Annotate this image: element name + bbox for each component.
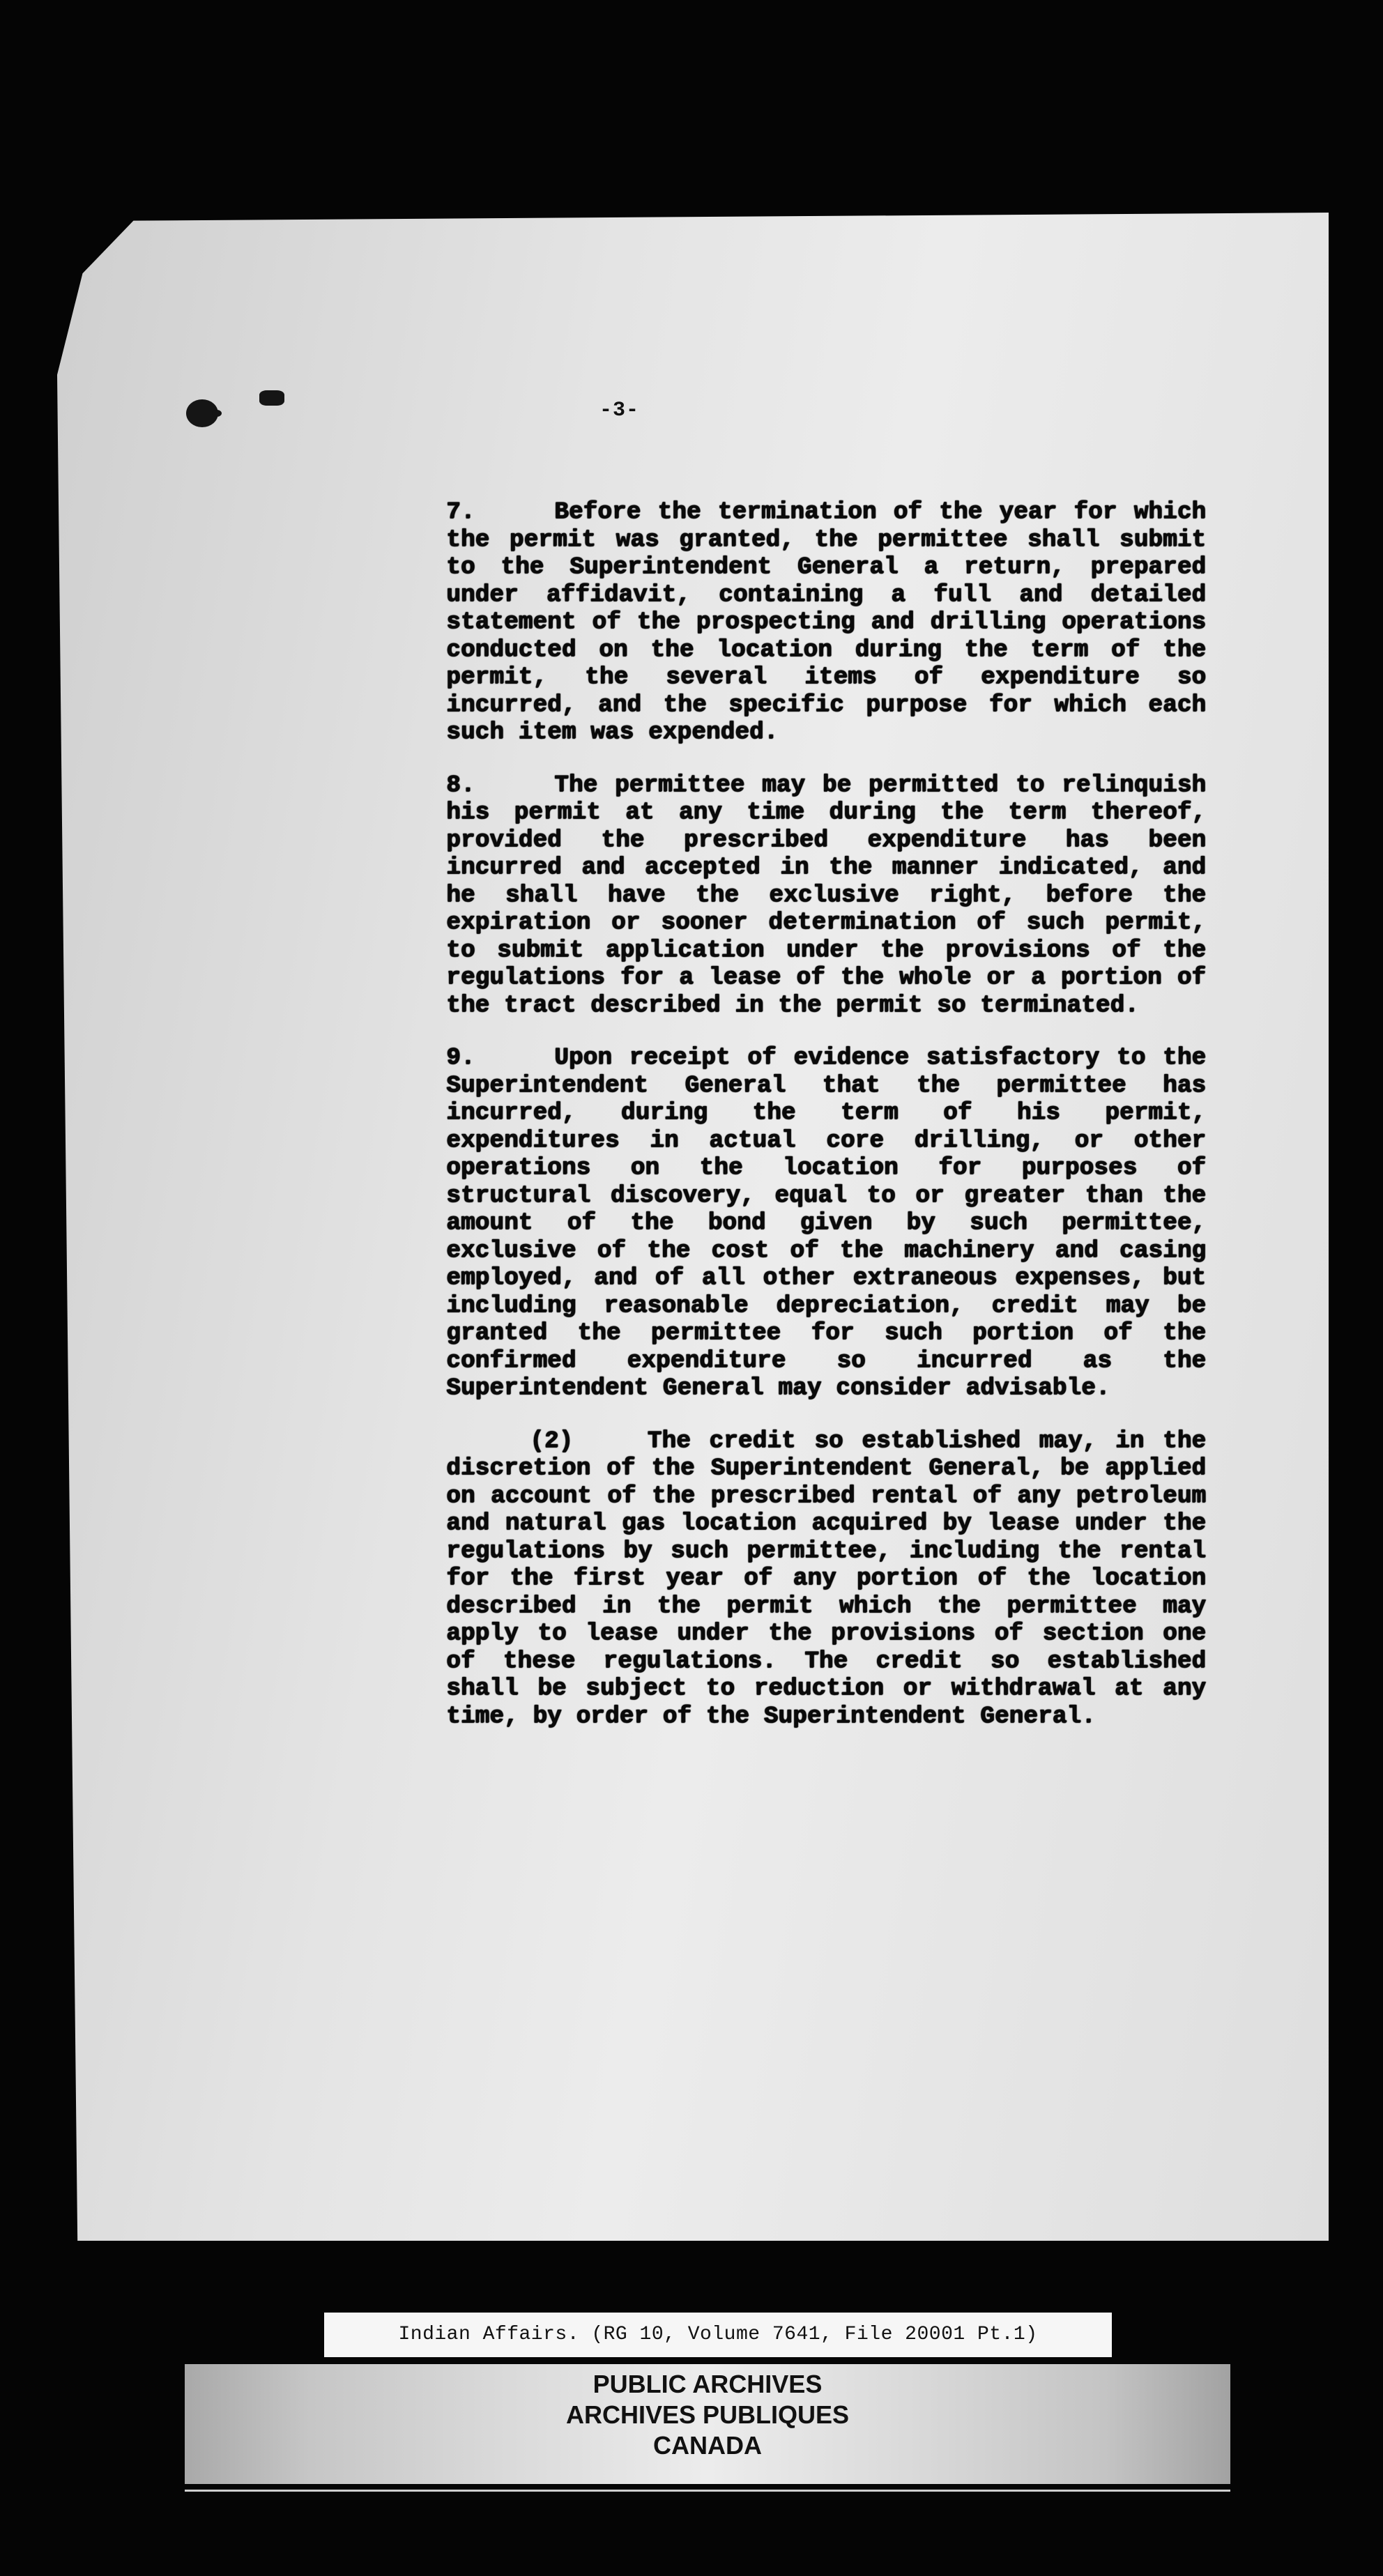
divider xyxy=(185,2490,1230,2492)
ink-blot xyxy=(212,410,222,417)
paragraph-text: Upon receipt of evidence satisfactory to the Superintendent General that the permittee has incurred, during the term of his permit, expenditures in actual core drilling, or other operations on the location for purposes of structural discovery, equal to or greater than the amount of the bond given by such permittee, exclusive of the cost of the machinery and casing employed, and of all other extraneous expenses, but including reasonable depreciation, credit may be granted the permittee for such portion of the confirmed expenditure so incurred as the Superintendent General may consider advisable. xyxy=(446,1044,1206,1402)
paragraph-number: (2) xyxy=(530,1427,574,1455)
archive-line-country: CANADA xyxy=(653,2431,762,2460)
document-body xyxy=(446,498,1206,1755)
subparagraph-2 xyxy=(446,1427,1206,1731)
paragraph-number: 9. xyxy=(446,1044,475,1071)
paragraph-8 xyxy=(446,772,1206,1020)
page-number: -3- xyxy=(599,399,640,422)
paragraph-text: Before the termination of the year for which the permit was granted, the permittee shall submit to the Superintendent General a return, prepared under affidavit, containing a full and detailed statement of the prospecting and drilling operations conducted on the location during the term of the permit, the several items of expenditure so incurred, and the specific purpose for which each such item was expended. xyxy=(446,498,1206,746)
paragraph-number: 8. xyxy=(446,771,475,799)
paragraph-9 xyxy=(446,1044,1206,1402)
archive-stamp xyxy=(185,2364,1230,2484)
paragraph-text: The permittee may be permitted to relinquish his permit at any time during the term thereof, provided the prescribed expenditure has been incurred and accepted in the manner indicated, and he shall have the exclusive right, before the expiration or sooner determination of such permit, to submit application under the provisions of the regulations for a lease of the whole or a portion of the tract described in the permit so terminated. xyxy=(446,771,1206,1019)
paragraph-text: The credit so established may, in the discretion of the Superintendent General, be applied on account of the prescribed rental of any petroleum and natural gas location acquired by lease under the regulations by such permittee, including the rental for the first year of any portion of the location described in the permit which the permittee may apply to lease under the provisions of section one of these regulations. The credit so established shall be subject to reduction or withdrawal at any time, by order of the Superintendent General. xyxy=(446,1427,1206,1730)
paragraph-number: 7. xyxy=(446,498,475,526)
archive-line-fr: ARCHIVES PUBLIQUES xyxy=(565,2400,850,2429)
ink-blot xyxy=(259,390,284,406)
paragraph-7 xyxy=(446,498,1206,746)
archive-reference: Indian Affairs. (RG 10, Volume 7641, File 20001 Pt.1) xyxy=(324,2313,1112,2357)
archive-line-en: PUBLIC ARCHIVES xyxy=(593,2370,823,2398)
